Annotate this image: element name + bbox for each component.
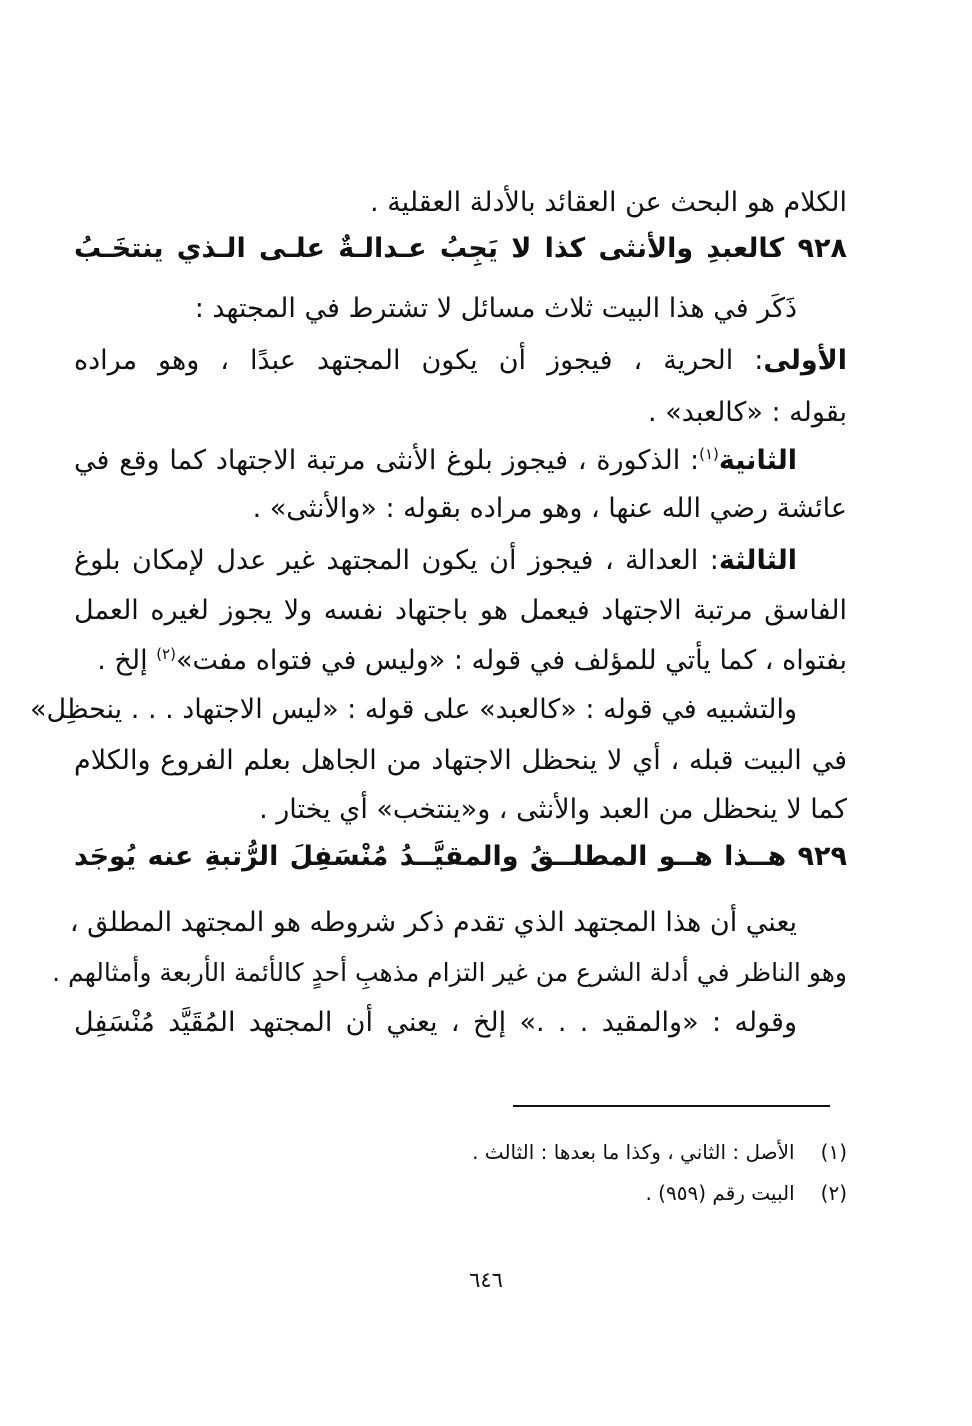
text-line [74,341,847,381]
footnote-separator [513,1105,830,1107]
text-line: وقوله : «والمقيد . . .» إلخ ، يعني أن المجتهد المُقَيَّد مُنْسَفِل [74,1007,797,1038]
text-line: بقوله : «كالعبد» . [648,397,847,428]
paragraph-lead: الثالثة [718,545,797,576]
paragraph-lead: الثانية [718,445,797,476]
paragraph-lead: الأولى [763,345,847,376]
text-line: وهو الناظر في أدلة الشرع من غير التزام مذهبِ أحدٍ كالأئمة الأربعة وأمثالهم . [52,958,847,987]
page-number: ٦٤٦ [469,1268,503,1292]
text-line: كما لا ينحظل من العبد والأنثى ، و«ينتخب» أي يختار . [259,794,847,825]
text-line: في البيت قبله ، أي لا ينحظل الاجتهاد من الجاهل بعلم الفروع والكلام [74,745,847,776]
text-line [74,541,797,581]
footnote-item [147,1137,847,1167]
text-line: الكلام هو البحث عن العقائد بالأدلة العقلية . [370,187,847,218]
text-line: والتشبيه في قوله : «كالعبد» على قوله : «ليس الاجتهاد . . . ينحظِل» [29,694,797,725]
text-line: عائشة رضي الله عنها ، وهو مراده بقوله : «والأنثى» . [252,493,847,524]
text-line [74,441,797,481]
text-line: ذَكَر في هذا البيت ثلاث مسائل لا تشترط في المجتهد : [194,293,797,324]
paragraph-text: : الذكورة ، فيجوز بلوغ الأنثى مرتبة الاجتهاد كما وقع في [74,445,700,476]
paragraph-text: : الحرية ، فيجوز أن يكون المجتهد عبدًا ، وهو مراده [74,345,764,376]
verse-929: ٩٢٩ هــذا هــو المطلــقُ والمقيَّــدُ مُنْسَفِلَ الرُّتبةِ عنه يُوجَد [74,841,847,872]
text-line [87,641,847,681]
footnote-text: البيت رقم (٩٥٩) . [645,1181,795,1205]
footnote-item [147,1178,847,1208]
footnote-ref: (٢) [156,645,176,663]
text-segment: بفتواه ، كما يأتي للمؤلف في قوله : «وليس في فتواه مفت» [175,645,847,676]
footnote-text: الأصل : الثاني ، وكذا ما بعدها : الثالث . [472,1140,795,1164]
footnote-ref: (١) [699,445,719,463]
text-segment: إلخ . [97,645,148,676]
text-line: يعني أن هذا المجتهد الذي تقدم ذكر شروطه هو المجتهد المطلق ، [69,907,797,938]
text-line: الفاسق مرتبة الاجتهاد فيعمل هو باجتهاد نفسه ولا يجوز لغيره العمل [74,595,847,626]
paragraph-text: : العدالة ، فيجوز أن يكون المجتهد غير عدل لإمكان بلوغ [74,545,719,576]
footnote-number: (٢) [820,1181,847,1205]
verse-928: ٩٢٨ كالعبدِ والأنثى كذا لا يَجِبُ عـدالـةٌ علـى الـذي ينتخَـبُ [74,233,847,264]
footnote-number: (١) [820,1140,847,1164]
